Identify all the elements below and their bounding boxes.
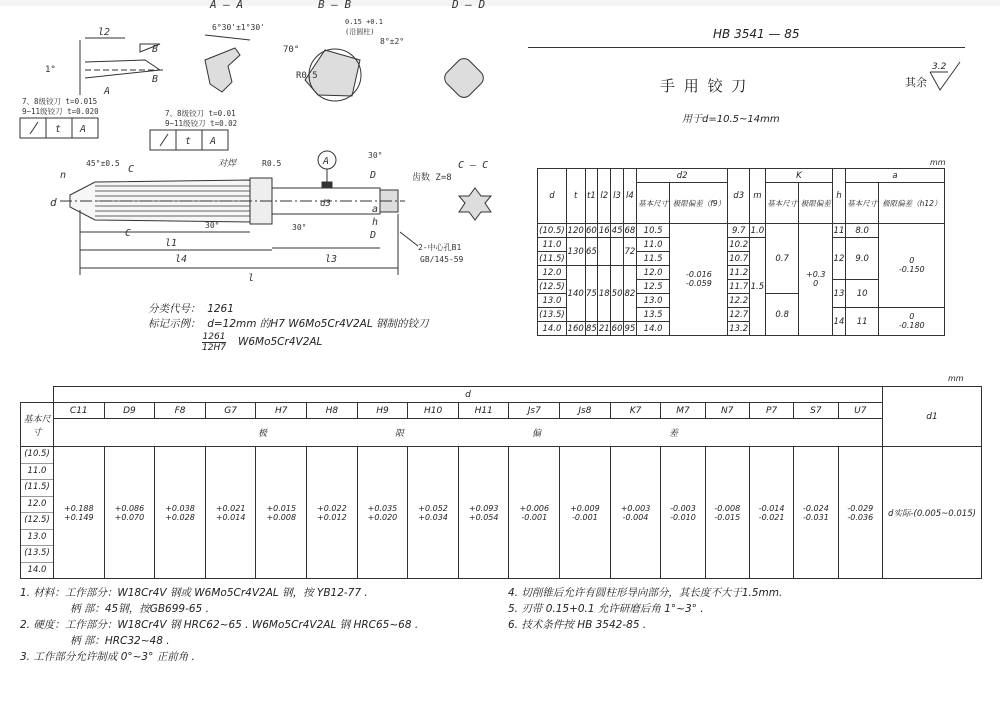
- th-a-basic: 基本尺寸: [845, 183, 879, 224]
- note-2b: 柄 部：HRC32~48 .: [70, 635, 170, 647]
- cell-k-basic: 0.8: [765, 294, 799, 336]
- deviation-lower: -0.036: [847, 512, 874, 522]
- deviation-cell: [357, 447, 408, 579]
- cell-d3: 13.2: [729, 323, 749, 334]
- grade-header: K7: [610, 403, 661, 419]
- notes-right: [508, 585, 782, 633]
- tol-frame-a: A: [80, 124, 87, 135]
- grade-header: H11: [458, 403, 509, 419]
- cell-a: 10: [845, 280, 879, 308]
- cell-d2: 12.0: [636, 266, 670, 280]
- grade-header: Js7: [509, 403, 560, 419]
- deviation-upper: -0.008: [714, 503, 741, 513]
- mark-bottom: 12H7: [202, 343, 226, 353]
- cell-d: 11.0: [538, 238, 567, 252]
- th-t: t: [566, 169, 585, 224]
- deviation-cell: [104, 447, 155, 579]
- th-l2: l2: [598, 169, 611, 224]
- deviation-upper: +0.015: [266, 503, 297, 513]
- deviation-lower: +0.012: [317, 512, 347, 522]
- cell-l4: 95: [624, 323, 636, 334]
- classification-block: [148, 302, 429, 353]
- dim-d-label: d: [50, 196, 57, 209]
- size-value: (10.5): [21, 447, 53, 464]
- deviation-lower: -0.015: [714, 512, 741, 522]
- note-5: 5. 刃带 0.15+0.1 允许研磨后角 1°~3° .: [508, 603, 704, 615]
- grade-header: Js8: [560, 403, 611, 419]
- deviation-upper: +0.086: [114, 503, 145, 513]
- deviation-upper: -0.024: [803, 503, 829, 513]
- note-6: 6. 技术条件按 HB 3542-85 .: [508, 619, 647, 631]
- deviation-upper: +0.003: [620, 503, 651, 513]
- deviation-lower: +0.028: [165, 512, 195, 522]
- gear-label: 齿数 Z=8: [412, 173, 452, 183]
- deviation-cell: [794, 447, 838, 579]
- tol-note-1a: 7、8级铰刀 t=0.015: [22, 97, 98, 106]
- cell-d3: 12.2: [729, 295, 749, 306]
- deviation-lower: -0.010: [670, 512, 696, 522]
- deviation-cell: [408, 447, 459, 579]
- cell-k-basic: 0.7: [765, 224, 799, 294]
- grade-header: F8: [155, 403, 206, 419]
- page-subtitle: 用于d=10.5~14mm: [682, 114, 780, 125]
- dim-c-label-2: C: [125, 228, 132, 239]
- bottom-table-unit: mm: [948, 374, 964, 383]
- cell-d3: 12.7: [729, 309, 749, 320]
- cell-h: 11: [833, 225, 845, 236]
- th-t1: t1: [585, 169, 598, 224]
- th-k-dev: 极限偏差: [799, 183, 833, 224]
- page-title: 手 用 铰 刀: [660, 77, 749, 95]
- roughness-label: 其余: [905, 76, 927, 89]
- deviation-cell: [509, 447, 560, 579]
- reamer-drawing: [0, 0, 525, 300]
- angle-8-label: 8°±2°: [380, 37, 405, 46]
- land-note-label: (沿圆柱): [345, 28, 375, 36]
- deviation-lower: -0.001: [521, 512, 548, 522]
- angle-30-label-2: 30°: [292, 223, 307, 232]
- section-b-label: B — B: [318, 0, 352, 11]
- deviation-cell: [610, 447, 661, 579]
- cell-l2: 18: [598, 266, 611, 322]
- cell-d2: 12.5: [636, 280, 670, 294]
- sizes-cell: [21, 447, 54, 579]
- th-d1: d1: [883, 387, 982, 447]
- note-2: 2. 硬度：工作部分：W18Cr4V 钢 HRC62~65 . W6Mo5Cr4V2AL 钢 HRC65~68 .: [20, 619, 419, 631]
- size-value: (11.5): [21, 480, 53, 497]
- deviation-cell: [458, 447, 509, 579]
- dim-b-label-2: B: [152, 74, 159, 85]
- note-1: 1. 材料：工作部分：W18Cr4V 钢或 W6Mo5Cr4V2AL 钢，按 YB12-77 .: [20, 587, 368, 599]
- deviation-upper: +0.021: [215, 503, 246, 513]
- deviation-lower: -0.031: [803, 512, 829, 522]
- deviation-upper: +0.188: [64, 503, 94, 513]
- cell-d: (13.5): [539, 309, 565, 320]
- th-k: K: [765, 169, 832, 183]
- th-l3: l3: [611, 169, 624, 224]
- cell-a-dev: 0 -0.180: [879, 308, 945, 336]
- top-table-unit: mm: [930, 158, 946, 167]
- cell-d3: 10.2: [729, 239, 749, 250]
- size-value: 12.0: [21, 497, 53, 514]
- th-l4: l4: [623, 169, 636, 224]
- cell-l3: 45: [611, 225, 623, 236]
- grade-header: H8: [307, 403, 358, 419]
- cell-h: 13: [833, 280, 846, 308]
- deviation-cell: [307, 447, 358, 579]
- note-4: 4. 切削锥后允许有圆柱形导向部分，其长度不大于1.5mm.: [508, 587, 783, 599]
- deviation-upper: -0.003: [670, 503, 696, 513]
- deviation-lower: +0.008: [266, 512, 297, 522]
- dev-char-4: 差: [668, 429, 678, 439]
- th-m: m: [750, 169, 766, 224]
- cell-l4: 68: [624, 225, 636, 236]
- tol-note-2a: 7、8级铰刀 t=0.01: [165, 109, 236, 118]
- dev-char-2: 限: [394, 429, 404, 439]
- grade-header: H10: [408, 403, 459, 419]
- deviation-lower: +0.014: [215, 512, 246, 522]
- cell-d2: 14.0: [636, 322, 670, 336]
- cell-h: 14: [833, 308, 846, 336]
- deviation-upper: +0.022: [317, 503, 347, 513]
- tol-frame-t: t: [55, 124, 62, 135]
- grade-header: P7: [749, 403, 793, 419]
- deviation-cell: [749, 447, 793, 579]
- mark-top: 1261: [202, 332, 226, 342]
- dim-l3-label: l3: [325, 254, 338, 265]
- cell-d2: 13.0: [636, 294, 670, 308]
- dim-a-label: a: [372, 204, 379, 215]
- size-value: (13.5): [21, 546, 53, 563]
- grade-header: G7: [205, 403, 256, 419]
- deviation-upper: +0.006: [519, 503, 550, 513]
- deviation-upper: +0.093: [468, 503, 499, 513]
- size-value: 14.0: [27, 564, 47, 575]
- grade-header: H7: [256, 403, 307, 419]
- angle-30-label-3: 30°: [368, 151, 383, 160]
- cell-t1: 65: [585, 238, 598, 266]
- cell-l4: 72: [623, 238, 636, 266]
- deviation-upper: +0.035: [367, 503, 398, 513]
- cell-d2: 11.0: [636, 238, 670, 252]
- th-d3: d3: [728, 169, 750, 224]
- cell-t: 160: [567, 323, 584, 334]
- section-a-label: A — A: [210, 0, 244, 11]
- cell-k-dev: +0.3 0: [799, 224, 833, 336]
- deviation-upper: +0.038: [165, 503, 195, 513]
- corner-cell: [21, 387, 54, 403]
- d1-value: d实际-(0.005~0.015): [883, 447, 982, 579]
- th-deviation-span: [54, 419, 883, 447]
- section-d-label: D — D: [452, 0, 486, 11]
- tol-frame-a-2: A: [210, 136, 217, 147]
- cell-d: (10.5): [539, 225, 565, 236]
- grade-header: U7: [838, 403, 882, 419]
- angle-1deg-label: 1°: [45, 65, 56, 75]
- dim-c-label: C: [128, 164, 135, 175]
- cell-d3: 11.7: [729, 281, 749, 292]
- tol-frame-t-2: t: [185, 136, 192, 147]
- example-text: d=12mm 的H7 W6Mo5Cr4V2AL 钢制的铰刀: [207, 318, 429, 330]
- cell-d2: 11.5: [636, 252, 670, 266]
- cell-l3: 60: [611, 323, 623, 334]
- th-h: h: [833, 169, 846, 224]
- size-value: (12.5): [21, 513, 53, 530]
- cell-t1: 85: [586, 323, 597, 334]
- cell-d: 13.0: [538, 294, 567, 308]
- th-a: a: [845, 169, 944, 183]
- th-d2: d2: [636, 169, 728, 183]
- deviation-lower: +0.034: [418, 512, 448, 522]
- cell-d: (12.5): [539, 281, 565, 292]
- cc-label: C — C: [458, 160, 489, 171]
- cell-d3: 10.7: [729, 253, 749, 264]
- mark-material: W6Mo5Cr4V2AL: [237, 336, 323, 348]
- grade-header: M7: [661, 403, 705, 419]
- dim-d3-label: d3: [320, 199, 331, 209]
- th-d2-dev: 极限偏差（f9）: [670, 183, 728, 224]
- cell-l2: 16: [598, 225, 610, 236]
- deviation-cell: [155, 447, 206, 579]
- note-3: 3. 工作部分允许制成 0°~3° 正前角 .: [20, 651, 195, 663]
- cell-d2: 10.5: [636, 224, 670, 238]
- cell-h: 12: [833, 238, 846, 280]
- th-k-basic: 基本尺寸: [765, 183, 799, 224]
- angle-a-label: 6°30'±1°30': [212, 23, 265, 32]
- dim-l-label: l: [248, 273, 255, 284]
- cell-l3: [611, 238, 624, 266]
- code-label: 分类代号：: [148, 303, 201, 315]
- deviation-lower: +0.054: [468, 512, 499, 522]
- grade-header: C11: [54, 403, 105, 419]
- standard-number: HB 3541 — 85: [713, 27, 800, 41]
- deviation-lower: +0.070: [114, 512, 145, 522]
- deviation-lower: +0.020: [367, 512, 398, 522]
- angle-45-label: 45°±0.5: [86, 159, 120, 168]
- angle-70-label: 70°: [283, 45, 300, 55]
- th-a-dev: 极限偏差（h12）: [879, 183, 945, 224]
- cell-d: (11.5): [539, 253, 565, 264]
- tol-note-1b: 9~11级铰刀 t=0.020: [22, 107, 99, 116]
- example-label: 标记示例：: [148, 318, 201, 330]
- cell-t1: 60: [586, 225, 597, 236]
- deviation-cell: [256, 447, 307, 579]
- cell-d2-dev: -0.016 -0.059: [670, 224, 728, 336]
- r05-label-2: R0.5: [262, 159, 282, 168]
- deviation-cell: [661, 447, 705, 579]
- land-width-label: 0.15 +0.1: [345, 18, 383, 26]
- deviation-upper: +0.052: [418, 503, 448, 513]
- note-1b: 柄 部：45钢，按GB699-65 .: [70, 603, 209, 615]
- cell-m: 1.5: [750, 238, 766, 336]
- cell-a: 11: [845, 308, 879, 336]
- angle-30-label-1: 30°: [205, 221, 220, 230]
- dim-dd-label-2: D: [370, 230, 377, 241]
- grade-header: D9: [104, 403, 155, 419]
- dim-l1-label: l1: [165, 238, 178, 249]
- cell-t: 120: [567, 225, 584, 236]
- deviation-cell: [838, 447, 882, 579]
- deviation-cell: [54, 447, 105, 579]
- tolerance-table: [20, 386, 982, 579]
- th-d-span: d: [54, 387, 883, 403]
- deviation-lower: -0.021: [758, 512, 785, 522]
- th-d2-basic: 基本尺寸: [636, 183, 670, 224]
- notes-left: [20, 585, 418, 665]
- cell-a: 8.0: [845, 224, 879, 238]
- cell-d3: 9.7: [728, 224, 750, 238]
- cell-l3: 50: [611, 266, 624, 322]
- size-value: 13.0: [21, 530, 53, 547]
- dim-l4-label: l4: [175, 254, 188, 265]
- weld-label: 对焊: [218, 159, 237, 169]
- th-d: d: [538, 169, 567, 224]
- r05-label-1: R0.5: [296, 71, 318, 81]
- cell-l2: [598, 238, 611, 266]
- deviation-cell: [560, 447, 611, 579]
- grade-header: N7: [705, 403, 749, 419]
- deviation-cell: [705, 447, 749, 579]
- cell-t: 130: [566, 238, 585, 266]
- reamer-dimension-table: [537, 168, 945, 336]
- cell-l4: 82: [623, 266, 636, 322]
- deviation-cell: [205, 447, 256, 579]
- cell-t1: 75: [585, 266, 598, 322]
- dim-b-label-1: B: [152, 44, 159, 55]
- tol-note-2b: 9~11级铰刀 t=0.02: [165, 119, 238, 128]
- center-hole-label: 2-中心孔B1: [418, 243, 462, 252]
- deviation-lower: -0.004: [622, 512, 649, 522]
- dev-char-1: 极: [257, 429, 267, 439]
- cell-l2: 21: [598, 323, 610, 334]
- dim-l2-label: l2: [98, 27, 111, 38]
- cell-d: 14.0: [538, 322, 567, 336]
- cell-a-dev: 0 -0.150: [879, 224, 945, 308]
- center-hole-std: GB/145-59: [420, 255, 464, 264]
- th-basic-size: 基本尺寸: [21, 403, 54, 447]
- cell-d2: 13.5: [636, 308, 670, 322]
- grade-header: S7: [794, 403, 838, 419]
- deviation-lower: +0.149: [64, 512, 94, 522]
- cell-t: 140: [566, 266, 585, 322]
- cell-d3: 11.2: [729, 267, 749, 278]
- code-value: 1261: [207, 303, 234, 315]
- dim-dd-label-1: D: [370, 170, 377, 181]
- roughness-value: 3.2: [932, 62, 947, 72]
- cell-m: 1.0: [750, 225, 765, 236]
- dim-h-label: h: [372, 217, 379, 228]
- datum-a-label: A: [323, 156, 330, 167]
- dim-n-label: n: [60, 170, 67, 181]
- dim-a-label-1: A: [104, 86, 111, 97]
- deviation-lower: -0.001: [572, 512, 598, 522]
- deviation-upper: -0.014: [758, 503, 785, 513]
- dev-char-3: 偏: [531, 429, 541, 439]
- size-value: 11.0: [21, 464, 53, 481]
- deviation-upper: -0.029: [847, 503, 874, 513]
- cell-d: 12.0: [538, 266, 567, 280]
- deviation-upper: +0.009: [570, 503, 600, 513]
- grade-header: H9: [357, 403, 408, 419]
- table-row: [538, 224, 945, 238]
- cell-a: 9.0: [845, 238, 879, 280]
